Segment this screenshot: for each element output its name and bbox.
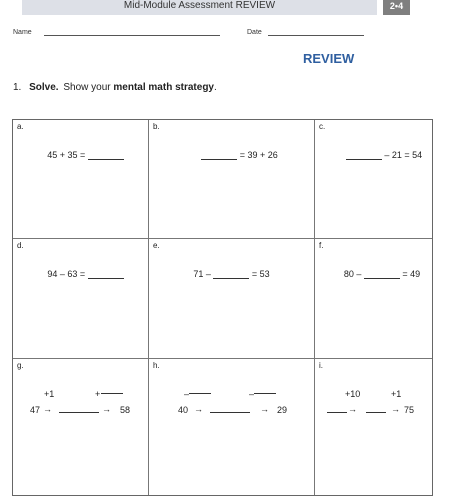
problem-label: i. bbox=[319, 361, 323, 370]
operation-blank[interactable] bbox=[189, 393, 211, 394]
problem-left-expression: 80 – bbox=[343, 269, 362, 279]
arrow-icon: → bbox=[102, 404, 111, 414]
number-start: 47 bbox=[30, 405, 41, 415]
answer-blank[interactable] bbox=[364, 269, 400, 279]
problem-grid bbox=[12, 119, 433, 496]
problem-cell-e bbox=[149, 239, 314, 358]
arrow-icon: → bbox=[260, 404, 269, 414]
instruction-middle: Show your bbox=[63, 82, 111, 93]
problem-right-expression: = 49 bbox=[402, 269, 421, 279]
header-title-bar bbox=[22, 0, 377, 15]
problem-label: f. bbox=[319, 241, 324, 250]
instruction-emphasis: mental math strategy bbox=[113, 82, 214, 93]
problem-cell-a bbox=[13, 120, 148, 239]
problem-label: b. bbox=[153, 122, 160, 131]
review-heading: REVIEW bbox=[303, 51, 355, 66]
problem-right-expression: – 21 = 54 bbox=[384, 150, 423, 160]
arrow-icon: → bbox=[43, 404, 52, 414]
problem-label: d. bbox=[17, 241, 24, 250]
problem-cell-h bbox=[149, 359, 314, 496]
number-end: 58 bbox=[120, 405, 131, 415]
date-label: Date bbox=[247, 29, 262, 36]
problem-cell-c bbox=[315, 120, 433, 239]
problem-right-expression: = 39 + 26 bbox=[239, 150, 278, 160]
answer-blank[interactable] bbox=[201, 150, 237, 160]
answer-blank[interactable] bbox=[213, 269, 249, 279]
date-row bbox=[247, 29, 364, 36]
number-end: 29 bbox=[277, 405, 288, 415]
problem-label: c. bbox=[319, 122, 326, 131]
problem-label: e. bbox=[153, 241, 160, 250]
lesson-code-badge bbox=[383, 0, 410, 15]
problem-label: a. bbox=[17, 122, 24, 131]
operation-label: – bbox=[184, 389, 190, 399]
arrow-icon: → bbox=[348, 404, 357, 414]
arrow-icon: → bbox=[194, 404, 203, 414]
problem-label: g. bbox=[17, 361, 24, 370]
operation-label: +1 bbox=[44, 389, 55, 399]
operation-label: +1 bbox=[391, 389, 402, 399]
problem-cell-f bbox=[315, 239, 433, 358]
problem-cell-d bbox=[13, 239, 148, 358]
answer-blank[interactable] bbox=[88, 269, 124, 279]
instruction-end: . bbox=[214, 82, 217, 93]
operation-blank[interactable] bbox=[254, 393, 276, 394]
number-end: 75 bbox=[404, 405, 415, 415]
instruction-verb: Solve. bbox=[29, 82, 59, 93]
instruction-number: 1. bbox=[13, 82, 22, 93]
answer-blank[interactable] bbox=[88, 150, 124, 160]
header-title: Mid-Module Assessment REVIEW bbox=[123, 0, 276, 11]
operation-label: + bbox=[95, 389, 101, 399]
answer-blank[interactable] bbox=[327, 412, 347, 413]
operation-label: +10 bbox=[345, 389, 361, 399]
operation-blank[interactable] bbox=[101, 393, 123, 394]
problem-left-expression: 45 + 35 = bbox=[47, 150, 86, 160]
date-field[interactable] bbox=[268, 35, 364, 36]
instruction-line bbox=[13, 82, 217, 93]
name-row bbox=[13, 29, 220, 36]
problem-left-expression: 94 – 63 = bbox=[47, 269, 86, 279]
problem-cell-b bbox=[149, 120, 314, 239]
name-label: Name bbox=[13, 29, 32, 36]
problem-right-expression: = 53 bbox=[251, 269, 270, 279]
problem-cell-g bbox=[13, 359, 148, 496]
answer-blank[interactable] bbox=[366, 412, 386, 413]
lesson-code: 2•4 bbox=[389, 1, 404, 11]
number-start: 40 bbox=[178, 405, 189, 415]
answer-blank[interactable] bbox=[210, 412, 250, 413]
problem-label: h. bbox=[153, 361, 160, 370]
problem-left-expression: 71 – bbox=[193, 269, 211, 279]
answer-blank[interactable] bbox=[59, 412, 99, 413]
name-field[interactable] bbox=[44, 35, 220, 36]
answer-blank[interactable] bbox=[346, 150, 382, 160]
arrow-icon: → bbox=[391, 404, 400, 414]
operation-label: – bbox=[249, 389, 255, 399]
problem-cell-i bbox=[315, 359, 433, 496]
